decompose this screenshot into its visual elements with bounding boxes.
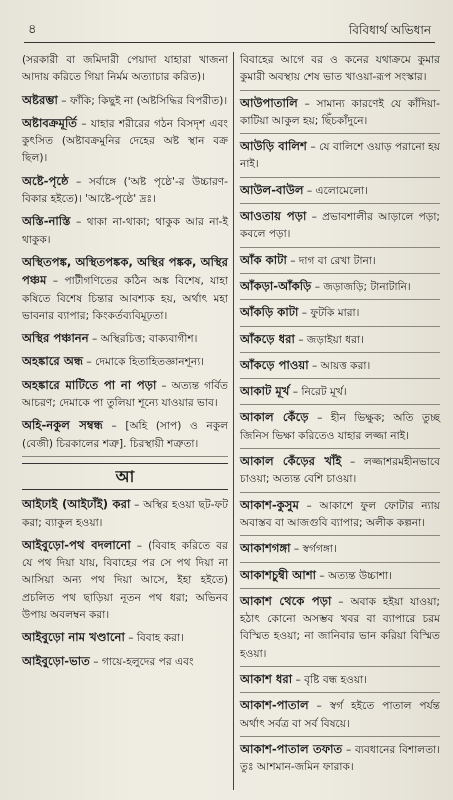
entry-definition: – গায়ে-হলুদের পর এবং [89,655,194,668]
entry-headword: অষ্টে-পৃষ্ঠে [22,173,69,188]
entry-definition: (সরকারী বা জমিদারী পেয়াদা যাহারা খাজনা আদায় করিতে গিয়া নির্মম অত্যাচার করিত)। [22,54,228,84]
dictionary-entry [240,741,440,777]
entry-headword: আকাশ থেকে পড়া [240,593,332,608]
dictionary-entry [22,377,228,413]
entry-definition: – জড়াজড়ি; টানাটানি। [311,280,411,293]
entry-definition: – যাহার শরীরের গঠন বিসদৃশ এবং কুৎসিত (অষ্টাবক্রমুনির দেহের অষ্ট স্থান বক্র ছিল)। [22,117,228,165]
entry-headword: অহি-নকুল সম্বন্ধ [22,418,103,433]
entry-definition: – ফাঁকি; কিছুই না (অষ্টসিদ্ধির বিপরীত)। [57,94,228,107]
entry-definition: – নিরেট মূর্খ। [289,386,347,399]
dictionary-entry [240,182,440,204]
entry-definition: – আয়ত্ত করা। [308,359,371,372]
entry-definition: – জড়াইয়া ধরা। [294,333,364,346]
entry-definition: – পাটীগণিতের কঠিন অঙ্ক বিশেষ, যাহা কষিতে বিশেষ চিন্তার আবশ্যক হয়, অর্থাৎ মহা ভাবনার ব্যাপার; কিংকর্তব্যবিমূঢ়তা। [22,275,228,322]
dictionary-entry [22,92,228,110]
dictionary-entry [22,52,228,87]
entry-definition: – দেমাকে হিতাহিতজ্ঞানশূন্য। [83,356,205,369]
entry-definition: – স্বর্গগঙ্গা। [290,543,337,556]
dictionary-entry [240,252,440,274]
dictionary-entry [240,540,440,562]
running-title: বিবিধার্থ অভিধান [348,23,431,37]
dictionary-entry [22,254,228,325]
entry-headword: আকাশ ধরা [240,672,293,687]
dictionary-entry [240,208,440,248]
dictionary-entry [240,304,440,326]
entry-headword: অষ্টরম্ভা [22,92,58,107]
dictionary-entry [240,95,440,135]
dictionary-entry [22,173,228,209]
entry-definition: – হীন ভিক্ষুক; অতি তুচ্ছ জিনিস ভিক্ষা করিতেও যাহার লজ্জা নাই। [240,412,440,442]
entry-headword: অস্থির পঞ্চানন [22,331,89,346]
entry-headword: আইবুড়ো-ভাত [22,653,90,668]
entry-definition: – অত্যন্ত উচ্চাশা। [316,569,392,582]
entry-headword: আঁকড়ে ধরা [240,331,295,346]
dictionary-entry [22,496,228,532]
section-letter-heading: আ [22,463,228,490]
entry-headword: আউড়ি বালিশ [240,139,307,154]
entry-headword: অহঙ্কারে মাটিতে পা না পড়া [22,377,157,392]
entry-definition: – সর্বাঙ্গে ('অষ্ট পৃষ্ঠে'-র উচ্চারণ-বিকার হইতে)। 'আষ্টে-পৃষ্ঠে' দ্রঃ। [22,175,228,206]
dictionary-entry [240,278,440,300]
dictionary-entry [22,629,228,647]
dictionary-entry [240,52,440,91]
right-column [240,52,440,790]
entry-headword: আঁকড়ে পাওয়া [240,357,309,372]
entry-definition: – অস্থির হওয়া ছট-ফট করা; ব্যাকুল হওয়া। [22,499,228,529]
dictionary-entry [240,357,440,379]
entry-definition: – প্রভাবশালীর আড়ালে পড়া; কবলে পড়া। [240,211,440,241]
entry-definition: – আকাশে ফুল ফোটার ন্যায় অবাস্তব বা আজগুবি ব্যাপার; অলীক কল্পনা। [240,499,440,529]
entry-headword: আউপাতালি [240,95,298,110]
dictionary-entry [22,213,228,249]
dictionary-entry [240,593,440,667]
entry-definition: – থাকা না-থাকা; থাকুক আর না-ই থাকুক। [22,216,228,246]
entry-headword: আকাশচুম্বী আশা [240,567,317,582]
entry-headword: আকাশ-পাতাল তফাত [240,741,343,756]
entry-headword: আইবুড়ো নাম খণ্ডানো [22,630,125,645]
entry-headword: অস্তি-নাস্তি [22,214,71,229]
entry-headword: আকাল কেঁড়ের খাঁই [240,454,342,469]
entry-definition: – স্বর্গ হইতে পাতাল পর্যন্ত অর্থাৎ সর্বত্র বা সর্ব বিষয়ে। [240,700,440,730]
entry-definition: – (বিবাহ করিতে বর যে পথ দিয়া যায়, বিবাহের পর সে পথ দিয়া না আসিয়া অন্য পথ দিয়া আসে, ইহা হইতে) প্রচলিত পথ ছাড়িয়া নূতন পথ ধরা; অভিনব উপায় অবলম্বন করা। [22,539,228,622]
left-column [22,52,228,790]
entry-definition: – এলোমেলো। [303,184,368,197]
dictionary-entry [240,497,440,537]
dictionary-entry [240,138,440,178]
dictionary-entry [22,417,228,457]
entry-headword: অহঙ্কারে অন্ধ [22,354,84,369]
entry-headword: আওতায় পড়া [240,209,307,224]
entry-definition: – লজ্জাশরমহীনভাবে চাওয়া; অত্যন্ত বেশি চাওয়া। [240,456,440,486]
entry-definition: – দাগ বা রেখা টানা। [286,254,376,267]
page-number: ৪ [28,22,37,37]
entry-headword: আঁকড়ি কাটা [240,305,299,320]
entry-definition: – অস্থিরচিত্ত; বাক্যবাগীশ। [88,333,198,346]
dictionary-entry [22,330,228,348]
entry-definition: – ফুটকি মারা। [298,307,360,320]
entry-definition: – বৃষ্টি বন্ধ হওয়া। [292,674,367,687]
dictionary-entry [22,115,228,168]
entry-definition: – যে বালিশে ওয়াড় পরানো হয় নাই। [240,141,440,171]
entry-definition: – অত্যন্ত গর্বিত আচরণ; দেমাকে পা তুলিয়া শূন্যে যাওয়ার ভাব। [22,379,229,410]
dictionary-entry [240,697,440,737]
entry-headword: অষ্টাবক্রমূর্তি [22,115,77,130]
entry-definition: বিবাহের আগে বর ও কনের যথাক্রমে কুমার কুমারী অবস্থায় শেষ ভাত খাওয়া-রূপ সংস্কার। [240,54,440,84]
dictionary-entry [240,671,440,693]
entry-headword: আইঢাই (আইঢাঁই) করা [22,497,131,512]
entry-headword: আঁক কাটা [240,252,287,267]
dictionary-entry [240,567,440,589]
entry-definition: – বিবাহ করা। [124,632,184,645]
dictionary-entry [240,409,440,449]
entry-headword: আকাশগঙ্গা [240,541,291,556]
entry-definition: – ব্যবধানের বিশালতা। তুঃ আশমান-জমিন ফারাক। [240,743,441,774]
entry-definition: – [অহি (সাপ) ও নকুল (বেজী) চিরকালের শত্রু]. চিরস্থায়ী শত্রুতা। [22,420,228,450]
entry-headword: আকাল কেঁড়ে [240,410,309,425]
entry-headword: আকাশ-কুসুম [240,497,299,512]
entry-definition: – অবাক হইয়া যাওয়া; হঠাৎ কোনো অসম্ভব খবর বা ব্যাপারে চরম বিস্মিত হওয়া; না জানিবার ভান করিয়া বিস্মিত হওয়া। [240,595,440,660]
dictionary-entry [22,537,228,624]
dictionary-entry [22,653,228,671]
dictionary-entry [22,353,228,371]
entry-headword: আঁকড়া-আঁকড়ি [240,278,312,293]
entry-headword: আইবুড়ো-পথ বদলানো [22,537,131,552]
dictionary-entry [240,331,440,353]
page-header [24,20,435,43]
entry-headword: অস্থিতপঙ্ক, অস্থিতপঙ্কক, অস্থির পঙ্কক, অস্থির পঞ্চম [22,254,228,288]
column-divider [233,52,234,790]
entry-definition: – সামান্য কারণেই যে কাঁদিয়া-কাটিয়া আকুল হয়; ছিঁচকাঁদুনে। [240,97,440,127]
entry-headword: আকাট মূর্খ [240,384,290,399]
dictionary-entry [240,383,440,405]
dictionary-entry [240,453,440,493]
entry-headword: আকাশ-পাতাল [240,698,309,713]
entry-headword: আউল-বাউল [240,182,304,197]
